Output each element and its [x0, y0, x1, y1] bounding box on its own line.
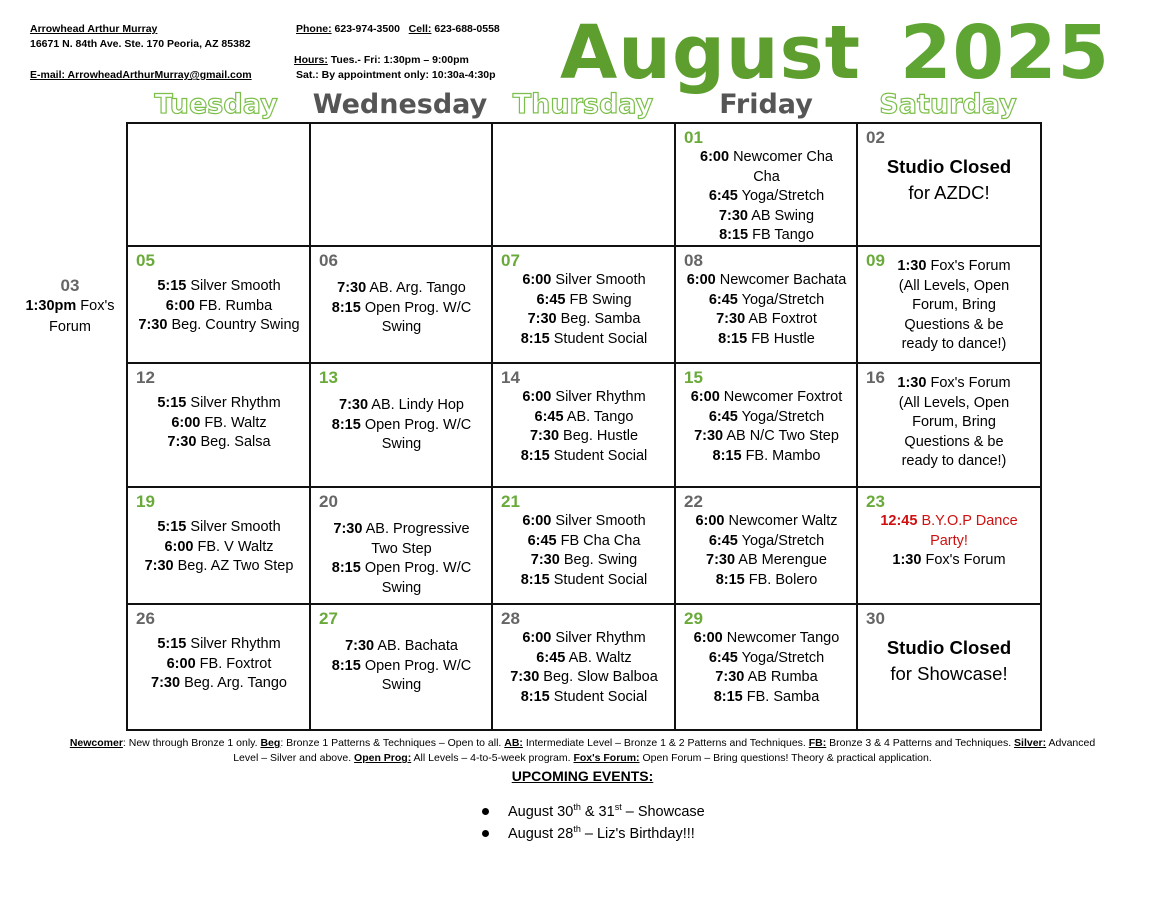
day-number: 14: [501, 368, 520, 387]
class-name: Newcomer Cha Cha: [733, 149, 833, 185]
class-name: FB. Bolero: [748, 571, 818, 588]
class-time: 1:30: [897, 258, 927, 274]
class-time: 6:45: [536, 291, 566, 308]
weekday-saturday: Saturday: [879, 89, 1017, 120]
class-entry: [686, 668, 847, 688]
class-name: Open Prog. W/C Swing: [364, 299, 472, 336]
class-time: 6:45: [708, 188, 738, 205]
class-entry: [503, 310, 665, 330]
day-number: 28: [501, 609, 520, 628]
class-time: 6:00: [164, 538, 194, 555]
day-number: 02: [866, 128, 885, 147]
day-number: 21: [501, 492, 520, 511]
class-time: 6:00: [690, 389, 720, 405]
day-cell: [674, 362, 859, 490]
class-entry: [503, 330, 665, 350]
class-time: 7:30: [527, 311, 557, 328]
day-cell: [856, 245, 1042, 366]
class-name: Beg. Arg. Tango: [184, 675, 287, 692]
class-entry: [686, 649, 847, 669]
class-entry: [686, 207, 847, 227]
class-list: [321, 279, 482, 338]
bullet-icon: [482, 808, 489, 815]
class-name: B.Y.O.P Dance Party!: [921, 513, 1018, 549]
weekday-thursday: Thursday: [512, 89, 654, 120]
class-time: 7:30: [694, 428, 724, 445]
class-entry: [321, 637, 482, 657]
class-name: AB. Arg. Tango: [369, 280, 466, 296]
class-time: 6:45: [708, 291, 738, 308]
day-cell: [126, 486, 312, 607]
day-number: 09: [866, 251, 885, 270]
class-name: Open Prog. W/C Swing: [364, 560, 472, 596]
day-number: 06: [319, 251, 338, 270]
class-list: [686, 512, 847, 590]
class-entry: [686, 408, 847, 428]
class-entry: [138, 655, 300, 675]
class-entry: [138, 414, 300, 434]
class-time: 7:30: [530, 552, 560, 569]
day-number: 19: [136, 492, 155, 511]
class-name: Newcomer Waltz: [728, 513, 838, 529]
day-number: 26: [136, 609, 155, 628]
class-name: Yoga/Stretch: [741, 532, 825, 549]
day-cell: [126, 245, 312, 366]
class-time: 8:15: [520, 447, 550, 464]
class-time: 7:30: [529, 428, 560, 445]
class-entry: [503, 271, 665, 291]
class-name: Silver Rhythm: [190, 395, 281, 411]
class-time: 6:00: [693, 630, 723, 646]
class-name: FB. V Waltz: [197, 538, 274, 555]
class-name: FB Cha Cha: [560, 532, 641, 549]
class-time: 6:00: [171, 414, 201, 431]
day-number: 13: [319, 368, 338, 387]
class-time: 8:15: [719, 227, 749, 244]
day-number: 01: [684, 128, 703, 147]
day-cell: [491, 362, 677, 490]
class-name: Open Prog. W/C Swing: [364, 657, 472, 694]
day-cell: [309, 486, 494, 607]
class-name: Beg. Salsa: [200, 434, 271, 451]
class-name: Student Social: [553, 688, 648, 705]
class-name: AB Foxtrot: [748, 311, 817, 328]
day-number: 05: [136, 251, 155, 270]
legend-item: AB: Intermediate Level – Bronze 1 & 2 Patterns and Techniques.: [504, 737, 809, 749]
legend-term: AB:: [504, 737, 523, 749]
class-name: AB Rumba: [747, 669, 818, 686]
class-entry: [503, 688, 665, 708]
legend-term: Silver:: [1014, 737, 1047, 749]
legend-item: Newcomer: New through Bronze 1 only.: [69, 737, 261, 749]
class-time: 1:30: [892, 552, 922, 569]
day-cell: [126, 362, 312, 490]
class-name: FB. Rumba: [198, 297, 273, 314]
class-time: 6:00: [522, 272, 552, 288]
class-list: [138, 518, 300, 577]
upcoming-event-text: August 30th & 31st – Showcase: [508, 802, 705, 820]
class-name: Silver Smooth: [190, 519, 281, 535]
studio-address: 16671 N. 84th Ave. Ste. 170 Peoria, AZ 85382: [30, 38, 251, 50]
class-entry: [138, 518, 300, 538]
day-cell: [126, 603, 312, 731]
class-entry: [503, 551, 665, 571]
class-time: 7:30: [345, 638, 375, 654]
class-name: FB. Mambo: [745, 447, 821, 464]
closed-title: Studio Closed: [886, 637, 1012, 658]
class-name: Beg. AZ Two Step: [177, 558, 294, 575]
class-time: 7:30: [339, 397, 369, 413]
class-name: FB Swing: [569, 291, 632, 308]
email-link[interactable]: E-mail: ArrowheadArthurMurray@gmail.com: [30, 69, 252, 81]
closed-reason: for Showcase!: [890, 663, 1008, 684]
class-entry: [886, 374, 1022, 472]
day-cell: [491, 122, 677, 249]
class-entry: [868, 551, 1030, 571]
class-entry: [503, 649, 665, 669]
class-entry: [321, 416, 482, 455]
day-number: 29: [684, 609, 703, 628]
class-name: Silver Rhythm: [555, 389, 646, 405]
class-time: 6:00: [522, 513, 552, 529]
class-name: Beg. Hustle: [563, 428, 639, 445]
hours-weekday: Hours: Tues.- Fri: 1:30pm – 9:00pm: [294, 54, 469, 66]
class-entry: [321, 279, 482, 299]
class-time: 7:30: [138, 317, 168, 334]
day-number: 22: [684, 492, 703, 511]
class-list: [886, 374, 1022, 472]
day-number: 08: [684, 251, 703, 270]
day-cell: [126, 122, 312, 249]
class-time: 7:30: [510, 669, 540, 686]
class-entry: [503, 427, 665, 447]
class-entry: [686, 330, 847, 350]
class-time: 8:15: [520, 688, 550, 705]
class-time: 12:45: [880, 513, 918, 529]
class-list: [686, 271, 847, 349]
class-entry: [503, 629, 665, 649]
class-time: 6:00: [522, 630, 552, 646]
class-entry: [503, 571, 665, 591]
class-entry: [138, 635, 300, 655]
day-cell: [856, 122, 1042, 249]
class-name: FB. Waltz: [204, 414, 267, 431]
class-entry: [321, 559, 482, 598]
class-time: 6:45: [536, 649, 566, 666]
class-name: Newcomer Foxtrot: [723, 389, 843, 405]
day-cell: [309, 362, 494, 490]
day-cell: [674, 486, 859, 607]
day-cell: [674, 603, 859, 731]
day-number: 07: [501, 251, 520, 270]
class-entry: [686, 310, 847, 330]
legend-term: Fox's Forum:: [573, 752, 640, 764]
class-entry: [503, 291, 665, 311]
class-entry: [686, 571, 847, 591]
class-entry: [868, 512, 1030, 551]
class-name: AB. Progressive Two Step: [365, 521, 470, 557]
class-entry: [138, 674, 300, 694]
upcoming-heading: UPCOMING EVENTS:: [511, 768, 654, 784]
class-list: [321, 520, 482, 598]
class-name: Beg. Slow Balboa: [543, 669, 658, 686]
closed-reason: for AZDC!: [908, 182, 990, 203]
class-list: [686, 148, 847, 246]
class-time: 6:00: [165, 297, 195, 314]
class-name: FB Tango: [752, 227, 814, 244]
day-number: 16: [866, 368, 885, 387]
class-name: Yoga/Stretch: [741, 291, 825, 308]
day-number: 12: [136, 368, 155, 387]
class-entry: [686, 187, 847, 207]
class-entry: [686, 148, 847, 187]
class-time: 8:15: [331, 560, 361, 577]
day-number: 20: [319, 492, 338, 511]
class-time: 6:45: [534, 408, 564, 425]
class-name: AB Merengue: [738, 552, 827, 569]
class-entry: [138, 433, 300, 453]
class-list: [503, 512, 665, 590]
class-list: [503, 271, 665, 349]
class-time: 8:15: [331, 657, 361, 674]
class-name: Fox's Forum: [925, 552, 1006, 569]
class-name: Student Social: [553, 330, 648, 347]
class-list: [138, 635, 300, 694]
class-entry: [321, 299, 482, 338]
class-list: [321, 396, 482, 455]
class-entry: [686, 427, 847, 447]
class-entry: [686, 388, 847, 408]
class-time: 6:00: [522, 389, 552, 405]
class-time: 7:30: [333, 521, 363, 537]
class-time: 8:15: [715, 571, 745, 588]
class-time: 7:30: [167, 434, 197, 451]
class-list: [868, 154, 1030, 206]
class-name: Yoga/Stretch: [741, 649, 825, 666]
class-name: Silver Smooth: [190, 278, 281, 294]
class-time: 7:30: [706, 552, 736, 569]
class-entry: [686, 226, 847, 246]
class-list: [503, 629, 665, 707]
class-entry: [138, 538, 300, 558]
class-time: 7:30: [716, 311, 746, 328]
monday-note: [20, 275, 120, 338]
class-entry: [138, 297, 300, 317]
class-time: 5:15: [157, 278, 187, 294]
phone-numbers: Phone: 623-974-3500 Cell: 623-688-0558: [296, 23, 500, 35]
class-time: 8:15: [331, 299, 361, 316]
class-entry: [686, 688, 847, 708]
class-time: 6:00: [686, 272, 716, 288]
class-name: Silver Smooth: [555, 513, 646, 529]
class-time: 5:15: [157, 519, 187, 535]
class-entry: [686, 291, 847, 311]
weekday-friday: Friday: [719, 89, 813, 120]
class-entry: [321, 520, 482, 559]
class-time: 7:30: [715, 669, 745, 686]
class-name: AB. Lindy Hop: [371, 397, 464, 413]
class-list: [321, 637, 482, 696]
class-name: Fox's Forum (All Levels, Open Forum, Bring Questions & be ready to dance!): [898, 375, 1011, 470]
legend-item: Silver: Advanced Level – Silver and above.: [233, 737, 1096, 764]
class-time: 6:00: [700, 149, 730, 165]
class-entry: [686, 271, 847, 291]
legend: [60, 736, 1105, 766]
class-name: Newcomer Bachata: [719, 272, 847, 288]
class-time: 8:15: [712, 447, 742, 464]
class-time: 7:30: [337, 280, 367, 296]
class-name: AB. Waltz: [568, 649, 632, 666]
weekday-wednesday: Wednesday: [312, 89, 488, 120]
class-entry: [503, 532, 665, 552]
class-entry: [321, 657, 482, 696]
class-name: Beg. Country Swing: [171, 317, 300, 334]
class-time: 6:00: [695, 513, 725, 529]
day-cell: [856, 603, 1042, 731]
class-list: [686, 388, 847, 466]
class-list: [503, 388, 665, 466]
class-name: Silver Rhythm: [555, 630, 646, 646]
month-title: August: [560, 10, 862, 96]
class-name: AB Swing: [751, 207, 815, 224]
class-entry: [886, 257, 1022, 355]
day-cell: [856, 362, 1042, 490]
class-name: Yoga/Stretch: [741, 408, 825, 425]
class-entry: [138, 316, 300, 336]
studio-name: Arrowhead Arthur Murray: [30, 23, 158, 35]
day-cell: [674, 122, 859, 249]
upcoming-event-text: August 28th – Liz's Birthday!!!: [508, 824, 695, 842]
class-entry: [503, 388, 665, 408]
class-list: [686, 629, 847, 707]
class-time: 6:45: [708, 408, 738, 425]
hours-saturday: Sat.: By appointment only: 10:30a-4:30p: [296, 69, 496, 81]
class-entry: [686, 512, 847, 532]
class-name: AB. Bachata: [377, 638, 458, 654]
class-time: 7:30: [151, 675, 181, 692]
legend-term: Beg: [260, 737, 281, 749]
year-title: 2025: [900, 10, 1110, 96]
class-list: [868, 512, 1030, 571]
day-cell: [491, 245, 677, 366]
class-name: FB. Foxtrot: [199, 655, 272, 672]
class-entry: [503, 512, 665, 532]
legend-term: Open Prog:: [354, 752, 412, 764]
class-list: [138, 394, 300, 453]
day-cell: [674, 245, 859, 366]
class-name: Beg. Swing: [563, 552, 638, 569]
class-entry: [321, 396, 482, 416]
class-time: 6:45: [708, 649, 738, 666]
class-name: Student Social: [553, 447, 648, 464]
legend-item: FB: Bronze 3 & 4 Patterns and Techniques.: [808, 737, 1015, 749]
day-cell: [309, 122, 494, 249]
legend-item: Beg: Bronze 1 Patterns & Techniques – Open to all.: [260, 737, 505, 749]
legend-item: Fox's Forum: Open Forum – Bring questions! Theory & practical application.: [573, 752, 932, 764]
class-name: Yoga/Stretch: [741, 188, 825, 205]
class-entry: [138, 557, 300, 577]
day-cell: [491, 603, 677, 731]
class-time: 6:45: [708, 532, 738, 549]
class-name: Silver Smooth: [555, 272, 646, 288]
class-entry: [686, 551, 847, 571]
class-name: Silver Rhythm: [190, 636, 281, 652]
class-entry: [503, 447, 665, 467]
class-time: 8:15: [520, 330, 550, 347]
class-entry: [503, 668, 665, 688]
class-entry: [503, 408, 665, 428]
day-cell: [491, 486, 677, 607]
class-name: FB. Samba: [746, 688, 820, 705]
class-name: Open Prog. W/C Swing: [364, 416, 472, 453]
day-number: 27: [319, 609, 338, 628]
class-time: 7:30: [718, 207, 748, 224]
class-time: 8:15: [331, 416, 361, 433]
class-list: [138, 277, 300, 336]
class-time: 6:00: [166, 655, 196, 672]
legend-term: Newcomer: [69, 737, 123, 749]
class-time: 8:15: [713, 688, 743, 705]
class-time: 7:30: [144, 558, 174, 575]
legend-item: Open Prog: All Levels – 4-to-5-week program.: [354, 752, 574, 764]
class-name: Fox's Forum (All Levels, Open Forum, Bring Questions & be ready to dance!): [898, 258, 1011, 353]
day-number: 23: [866, 492, 885, 511]
class-name: FB Hustle: [751, 330, 815, 347]
class-entry: [686, 532, 847, 552]
class-list: [868, 635, 1030, 687]
day-number: 30: [866, 609, 885, 628]
monday-time: 1:30pm: [25, 298, 77, 314]
class-time: 8:15: [520, 571, 550, 588]
class-time: 8:15: [718, 330, 748, 347]
class-name: AB. Tango: [566, 408, 634, 425]
class-entry: [138, 277, 300, 297]
monday-text: Fox's Forum: [49, 298, 115, 335]
class-list: [886, 257, 1022, 355]
class-name: Beg. Samba: [560, 311, 641, 328]
class-time: 5:15: [157, 636, 187, 652]
monday-day-number: 03: [60, 276, 80, 295]
day-number: 15: [684, 368, 703, 387]
class-name: Newcomer Tango: [726, 630, 840, 646]
class-name: Student Social: [553, 571, 648, 588]
class-time: 6:45: [527, 532, 557, 549]
class-entry: [686, 629, 847, 649]
class-time: 1:30: [897, 375, 927, 391]
day-cell: [856, 486, 1042, 607]
class-entry: [686, 447, 847, 467]
legend-term: FB:: [808, 737, 827, 749]
closed-title: Studio Closed: [886, 156, 1012, 177]
weekday-tuesday: Tuesday: [154, 89, 278, 120]
day-cell: [309, 603, 494, 731]
class-name: AB N/C Two Step: [726, 428, 839, 445]
day-cell: [309, 245, 494, 366]
class-time: 5:15: [157, 395, 187, 411]
bullet-icon: [482, 830, 489, 837]
class-entry: [138, 394, 300, 414]
